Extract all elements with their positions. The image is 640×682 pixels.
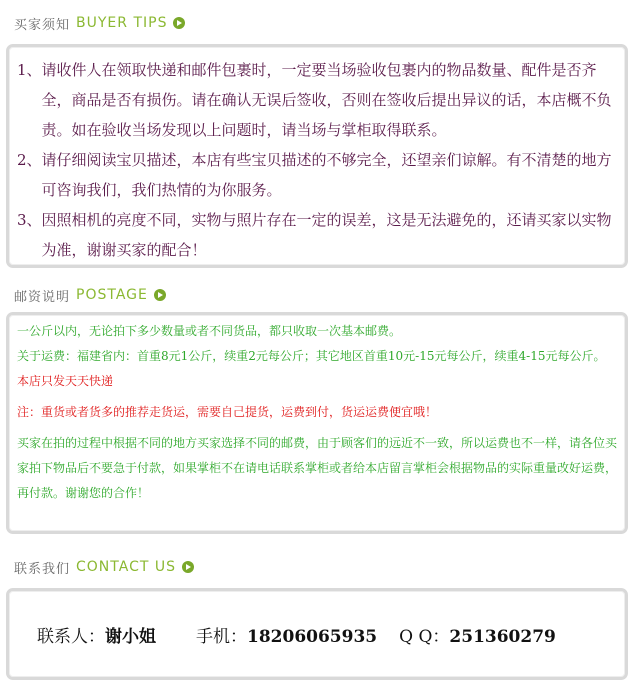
buyer-tips-box: [6, 44, 628, 268]
tip-text: 请仔细阅读宝贝描述，本店有些宝贝描述的不够完全，还望亲们谅解。有不清楚的地方可咨询我们，我们热情的为你服务。: [41, 151, 612, 199]
contact-title-en: CONTACT US: [76, 559, 176, 575]
tip-number: 3、: [17, 211, 42, 229]
circle-arrow-right-icon: [182, 561, 194, 573]
postage-box: [6, 312, 628, 534]
tip-text: 请收件人在领取快递和邮件包裹时，一定要当场验收包裹内的物品数量、配件是否齐全，商品是否有损伤。请在确认无误后签收，否则在签收后提出异议的话，本店概不负责。如在验收当场发现以上问题时，请当场与掌柜取得联系。: [41, 61, 612, 139]
postage-courier-note: 本店只发天天快递: [17, 374, 114, 388]
tip-number: 1、: [17, 61, 42, 79]
buyer-tips-title-en: BUYER TIPS: [76, 15, 168, 31]
contact-qq-value: 251360279: [449, 626, 556, 647]
postage-title-cn: 邮资说明: [14, 289, 71, 305]
postage-line-freight: 注：重货或者货多的推荐走货运，需要自己提货，运费到付，货运运费便宜哦！: [17, 405, 438, 419]
contact-person-label: 联系人：: [37, 626, 105, 647]
contact-person: [37, 622, 156, 647]
contact-box: [6, 588, 628, 680]
contact-header: [14, 556, 194, 578]
circle-arrow-right-icon: [154, 289, 166, 301]
postage-line-notice: 买家在拍的过程中根据不同的地方买家选择不同的邮费，由于顾客们的远近不一致，所以运费也不一样，请各位买家拍下物品后不要急于付款，如果掌柜不在请电话联系掌柜或者给本店留言掌柜会根据物品的实际重量改好运费，再付款。谢谢您的合作！: [17, 436, 618, 500]
circle-arrow-right-icon: [173, 17, 185, 29]
buyer-tips-header: [14, 12, 185, 34]
contact-title-cn: 联系我们: [14, 561, 71, 577]
postage-line-weight: 一公斤以内，无论拍下多少数量或者不同货品，都只收取一次基本邮费。: [17, 324, 402, 338]
tip-item: [17, 205, 617, 265]
postage-header: [14, 284, 166, 306]
postage-line-rates: [17, 344, 617, 394]
postage-title-en: POSTAGE: [76, 287, 148, 303]
contact-qq: [399, 622, 556, 647]
tip-item: [17, 55, 617, 145]
tip-text: 因照相机的亮度不同，实物与照片存在一定的误差，这是无法避免的，还请买家以实物为准，谢谢买家的配合！: [41, 211, 612, 259]
contact-person-value: 谢小姐: [105, 626, 156, 647]
buyer-tips-title-cn: 买家须知: [14, 17, 71, 33]
tip-number: 2、: [17, 151, 42, 169]
tip-item: [17, 145, 617, 205]
contact-phone: [196, 622, 377, 647]
contact-qq-label: Q Q：: [399, 626, 450, 647]
postage-rates-text: 关于运费：福建省内：首重8元1公斤，续重2元每公斤；其它地区首重10元-15元每公斤，续重4-15元每公斤。: [17, 349, 606, 363]
contact-phone-label: 手机：: [196, 626, 247, 647]
contact-phone-value: 18206065935: [247, 626, 378, 647]
